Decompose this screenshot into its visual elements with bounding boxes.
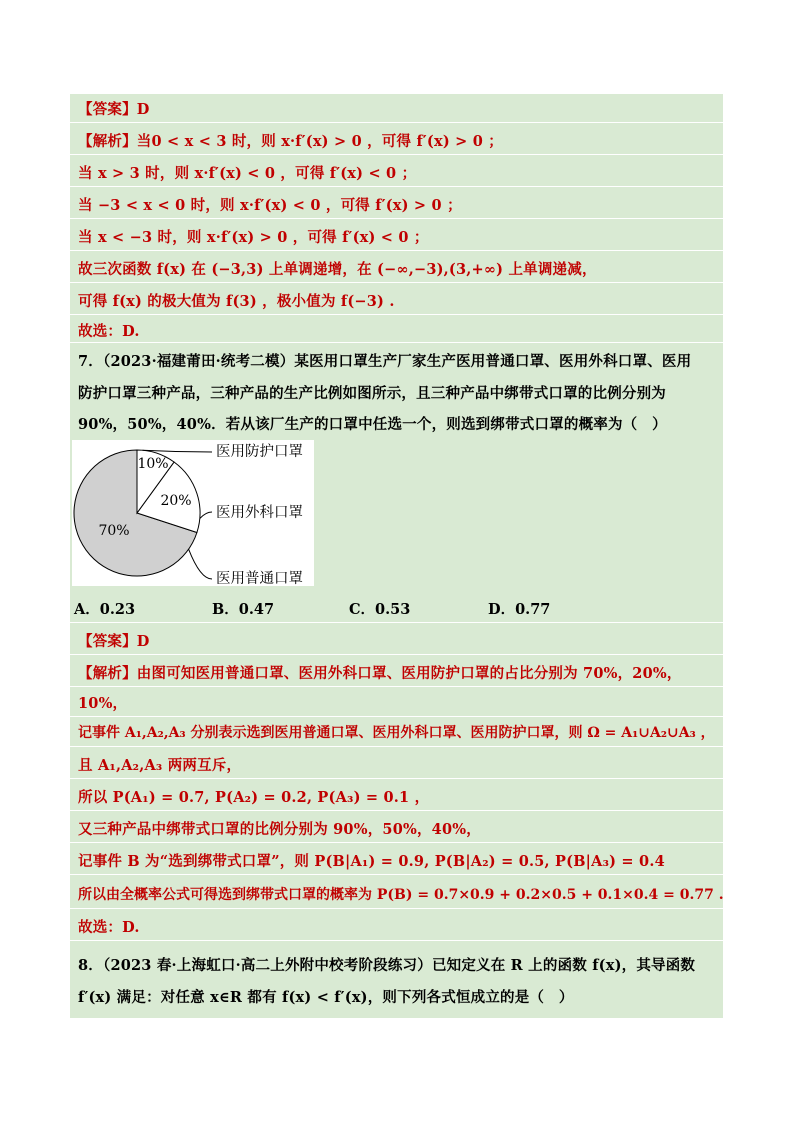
pie-chart [72,440,314,586]
solution-line: 所以 P(A₁) = 0.7, P(A₂) = 0.2, P(A₃) = 0.1 ， [78,789,430,806]
pie-data-label-protective: 10% [137,456,169,472]
legend-label-protective: 医用防护口罩 [216,444,303,460]
solution-line: 10%， [78,695,128,712]
question-7-line: 7．（2023·福建莆田·统考二模）某医用口罩生产厂家生产医用普通口罩、医用外科口罩、医用 [78,353,692,370]
solution-line: 记事件 A₁,A₂,A₃ 分别表示选到医用普通口罩、医用外科口罩、医用防护口罩，则 Ω = A₁∪A₂∪A₃ ， [78,725,715,741]
pie-data-label-surgical: 20% [160,493,192,509]
row-divider [70,842,723,843]
row-divider [70,250,723,251]
solution-line: 所以由全概率公式可得选到绑带式口罩的概率为 P(B) = 0.7×0.9 + 0.2×0.5 + 0.1×0.4 = 0.77 . [78,887,724,903]
solution-line: 当 x < −3 时，则 x·f′(x) > 0 ，可得 f′(x) < 0 ； [78,229,429,246]
row-divider [70,686,723,687]
row-divider [70,746,723,747]
row-divider [70,186,723,187]
solution-line: 记事件 B 为“选到绑带式口罩”，则 P(B|A₁) = 0.9, P(B|A₂) = 0.5, P(B|A₃) = 0.4 [78,853,665,870]
pie-data-label-normal: 70% [98,523,130,539]
solution-line: 且 A₁,A₂,A₃ 两两互斥， [78,757,242,774]
answer-line: 【答案】D [78,633,150,650]
choose-line: 故选：D. [78,323,140,340]
leader-line-surgical [200,512,212,518]
row-divider [70,908,723,909]
question-7-line: 90%，50%，40%．若从该厂生产的口罩中任选一个，则选到绑带式口罩的概率为（ ） [78,416,667,433]
row-divider [70,778,723,779]
row-divider [70,810,723,811]
solution-line: 故三次函数 f(x) 在 (−3,3) 上单调递增，在 (−∞,−3),(3,+∞) 上单调递减， [78,261,597,278]
solution-line: 可得 f(x) 的极大值为 f(3) ，极小值为 f(−3) . [78,293,395,310]
row-divider [70,122,723,123]
choose-line: 故选：D. [78,919,140,936]
solution-line: 又三种产品中绑带式口罩的比例分别为 90%，50%，40%， [78,821,481,838]
row-divider [70,940,723,941]
solution-line: 【解析】由图可知医用普通口罩、医用外科口罩、医用防护口罩的占比分别为 70%，20%， [78,665,682,682]
choice-d: D．0.77 [488,601,551,618]
row-divider [70,622,723,623]
row-divider [70,282,723,283]
row-divider [70,654,723,655]
row-divider [70,218,723,219]
legend-label-surgical: 医用外科口罩 [216,505,303,521]
leader-line-normal [189,549,212,579]
row-divider [70,874,723,875]
answer-line: 【答案】D [78,101,150,118]
legend-label-normal: 医用普通口罩 [216,571,303,586]
choice-a: A．0.23 [74,601,136,618]
row-divider [70,716,723,717]
question-8-line: f′(x) 满足：对任意 x∈R 都有 f(x) < f′(x)，则下列各式恒成立的是（ ） [78,989,574,1006]
row-divider [70,154,723,155]
row-divider [70,342,723,343]
choice-c: C．0.53 [349,601,411,618]
question-8-line: 8．（2023 春·上海虹口·高二上外附中校考阶段练习）已知定义在 R 上的函数 f(x)，其导函数 [78,957,696,974]
solution-line: 当 −3 < x < 0 时，则 x·f′(x) < 0 ，可得 f′(x) > 0 ； [78,197,462,214]
question-7-line: 防护口罩三种产品，三种产品的生产比例如图所示，且三种产品中绑带式口罩的比例分别为 [78,385,666,402]
row-divider [70,314,723,315]
pie-chart-svg [72,440,314,586]
choice-b: B．0.47 [212,601,275,618]
solution-line: 当 x > 3 时，则 x·f′(x) < 0 ，可得 f′(x) < 0 ； [78,165,417,182]
solution-line: 【解析】当0 < x < 3 时，则 x·f′(x) > 0 ，可得 f′(x) > 0 ； [78,133,503,150]
